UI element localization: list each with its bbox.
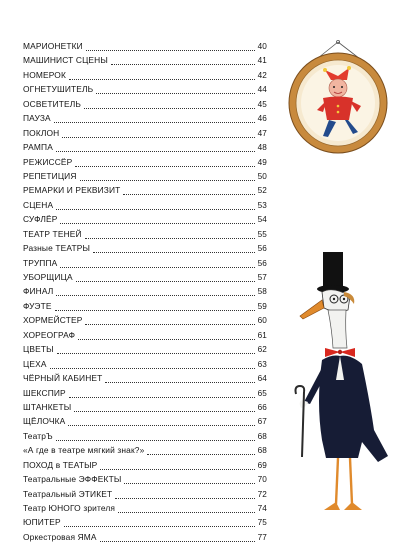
toc-entry — [23, 299, 267, 313]
toc-entry-page: 59 — [257, 301, 267, 311]
dot-leader — [105, 373, 254, 383]
toc-entry-page: 50 — [257, 171, 267, 181]
toc-entry-title: ПАУЗА — [23, 113, 51, 124]
toc-entry — [23, 284, 267, 298]
toc-entry-page: 41 — [257, 56, 267, 66]
toc-entry-page: 67 — [257, 417, 267, 427]
toc-entry-page: 69 — [257, 460, 267, 470]
dot-leader — [80, 171, 255, 181]
dot-leader — [62, 128, 254, 138]
dot-leader — [124, 474, 254, 484]
toc-entry-page: 45 — [257, 99, 267, 109]
toc-entry-title: ФИНАЛ — [23, 286, 54, 297]
toc-entry-page: 62 — [257, 345, 267, 355]
toc-entry-page: 70 — [257, 475, 267, 485]
dot-leader — [60, 258, 254, 268]
toc-entry-title: МАШИНИСТ СЦЕНЫ — [23, 55, 108, 66]
toc-entry — [23, 111, 267, 125]
toc-entry-page: 77 — [257, 532, 267, 542]
dot-leader — [68, 416, 254, 426]
toc-entry-page: 63 — [257, 359, 267, 369]
toc-entry-page: 54 — [257, 215, 267, 225]
toc-entry — [23, 414, 267, 428]
toc-entry — [23, 140, 267, 154]
toc-entry-title: ФУЭТЕ — [23, 300, 52, 311]
decorative-plate-illustration — [287, 40, 390, 155]
toc-entry-title: НОМЕРОК — [23, 69, 66, 80]
toc-entry-title: ПОКЛОН — [23, 127, 60, 138]
dot-leader — [100, 460, 254, 470]
toc-entry — [23, 126, 267, 140]
toc-entry — [23, 270, 267, 284]
table-of-contents — [23, 39, 267, 544]
dot-leader — [118, 503, 254, 513]
toc-entry-page: 56 — [257, 258, 267, 268]
toc-entry — [23, 357, 267, 371]
dot-leader — [56, 200, 254, 210]
toc-entry-page: 56 — [257, 244, 267, 254]
toc-entry-title: РЕПЕТИЦИЯ — [23, 170, 77, 181]
toc-entry-page: 52 — [257, 186, 267, 196]
toc-entry-page: 57 — [257, 273, 267, 282]
toc-entry — [23, 386, 267, 400]
toc-entry — [23, 313, 267, 327]
toc-entry — [23, 256, 267, 270]
toc-entry — [23, 530, 267, 544]
dot-leader — [86, 41, 255, 51]
dot-leader — [123, 185, 254, 195]
dot-leader — [85, 229, 255, 239]
dot-leader — [55, 301, 255, 311]
dot-leader — [84, 99, 255, 109]
toc-entry-page: 58 — [257, 287, 267, 297]
toc-entry-title: ТеатрЪ — [23, 430, 53, 441]
toc-entry — [23, 183, 267, 197]
toc-entry-title: РАМПА — [23, 142, 53, 153]
toc-entry — [23, 82, 267, 96]
toc-entry — [23, 198, 267, 212]
toc-entry — [23, 487, 267, 501]
toc-entry-page: 46 — [257, 114, 267, 124]
toc-entry-page: 65 — [257, 388, 267, 398]
toc-entry-title: РЕМАРКИ И РЕКВИЗИТ — [23, 185, 121, 196]
toc-entry-title: Театр ЮНОГО зрителя — [23, 503, 116, 513]
toc-entry — [23, 227, 267, 241]
dot-leader — [75, 157, 254, 167]
toc-entry — [23, 371, 267, 385]
dot-leader — [115, 489, 254, 499]
toc-entry-page: 74 — [257, 504, 267, 513]
toc-entry-title: ТЕАТР ТЕНЕЙ — [23, 228, 82, 239]
toc-entry-title: РЕЖИССЁР — [23, 156, 73, 167]
toc-entry-page: 68 — [257, 431, 267, 441]
dot-leader — [64, 517, 255, 527]
toc-entry-title: ЦЕХА — [23, 358, 47, 369]
toc-entry-title: ХОРМЕЙСТЕР — [23, 315, 83, 326]
dot-leader — [69, 70, 255, 80]
toc-entry — [23, 155, 267, 169]
toc-entry — [23, 169, 267, 183]
toc-entry-page: 44 — [257, 85, 267, 95]
toc-entry-title: ЦВЕТЫ — [23, 344, 54, 355]
toc-entry-title: ЩЁЛОЧКА — [23, 416, 66, 427]
toc-entry-title: ЮПИТЕР — [23, 517, 61, 528]
toc-entry-page: 49 — [257, 157, 267, 167]
toc-entry — [23, 501, 267, 515]
toc-entry — [23, 515, 267, 529]
dot-leader — [100, 532, 255, 542]
toc-entry-title: ШЕКСПИР — [23, 387, 66, 398]
toc-entry — [23, 342, 267, 356]
toc-entry — [23, 39, 267, 53]
toc-entry-title: СЦЕНА — [23, 199, 54, 210]
toc-entry — [23, 429, 267, 443]
dot-leader — [96, 84, 254, 94]
toc-entry-page: 66 — [257, 402, 267, 412]
toc-entry-page: 55 — [257, 229, 267, 239]
toc-entry — [23, 472, 267, 486]
dot-leader — [56, 286, 254, 296]
dot-leader — [85, 315, 254, 325]
toc-entry-page: 72 — [257, 489, 267, 499]
dot-leader — [74, 402, 254, 412]
dot-leader — [76, 272, 255, 282]
toc-entry-page: 47 — [257, 128, 267, 138]
toc-entry — [23, 443, 267, 457]
toc-entry-page: 40 — [257, 42, 267, 51]
toc-entry-title: Оркестровая ЯМА — [23, 531, 97, 542]
toc-entry-title: УБОРЩИЦА — [23, 272, 73, 282]
dot-leader — [50, 359, 255, 369]
toc-entry-page: 42 — [257, 70, 267, 80]
toc-entry-page: 61 — [257, 330, 267, 340]
toc-entry — [23, 241, 267, 255]
toc-entry — [23, 458, 267, 472]
toc-entry-title: ЧЁРНЫЙ КАБИНЕТ — [23, 373, 103, 384]
toc-entry-title: ПОХОД в ТЕАТЫР — [23, 459, 98, 470]
dot-leader — [78, 330, 254, 340]
dot-leader — [111, 55, 255, 65]
toc-entry-page: 68 — [257, 446, 267, 456]
toc-entry — [23, 400, 267, 414]
dot-leader — [147, 445, 254, 455]
toc-entry-page: 64 — [257, 374, 267, 384]
toc-entry — [23, 328, 267, 342]
goose-gentleman-illustration — [292, 252, 404, 528]
toc-entry-page: 75 — [257, 518, 267, 528]
dot-leader — [56, 431, 255, 441]
toc-entry-title: ШТАНКЕТЫ — [23, 401, 72, 412]
dot-leader — [93, 243, 255, 253]
toc-entry-title: ОСВЕТИТЕЛЬ — [23, 98, 82, 109]
dot-leader — [60, 214, 254, 224]
toc-entry — [23, 68, 267, 82]
toc-entry-title: ОГНЕТУШИТЕЛЬ — [23, 84, 94, 95]
toc-entry — [23, 212, 267, 226]
toc-entry-title: Разные ТЕАТРЫ — [23, 243, 91, 254]
toc-entry-title: СУФЛЁР — [23, 214, 58, 225]
dot-leader — [57, 344, 255, 354]
toc-entry-page: 48 — [257, 143, 267, 153]
toc-entry — [23, 97, 267, 111]
dot-leader — [56, 142, 255, 152]
toc-entry-title: ТРУППА — [23, 257, 58, 268]
toc-entry-title: Театральный ЭТИКЕТ — [23, 488, 113, 499]
toc-entry — [23, 53, 267, 67]
dot-leader — [54, 113, 255, 123]
toc-entry-page: 53 — [257, 200, 267, 210]
toc-entry-title: МАРИОНЕТКИ — [23, 41, 83, 51]
toc-entry-page: 60 — [257, 316, 267, 326]
toc-entry-title: «А где в театре мягкий знак?» — [23, 445, 145, 456]
dot-leader — [69, 388, 255, 398]
toc-entry-title: ХОРЕОГРАФ — [23, 329, 76, 340]
toc-entry-title: Театральные ЭФФЕКТЫ — [23, 474, 122, 485]
